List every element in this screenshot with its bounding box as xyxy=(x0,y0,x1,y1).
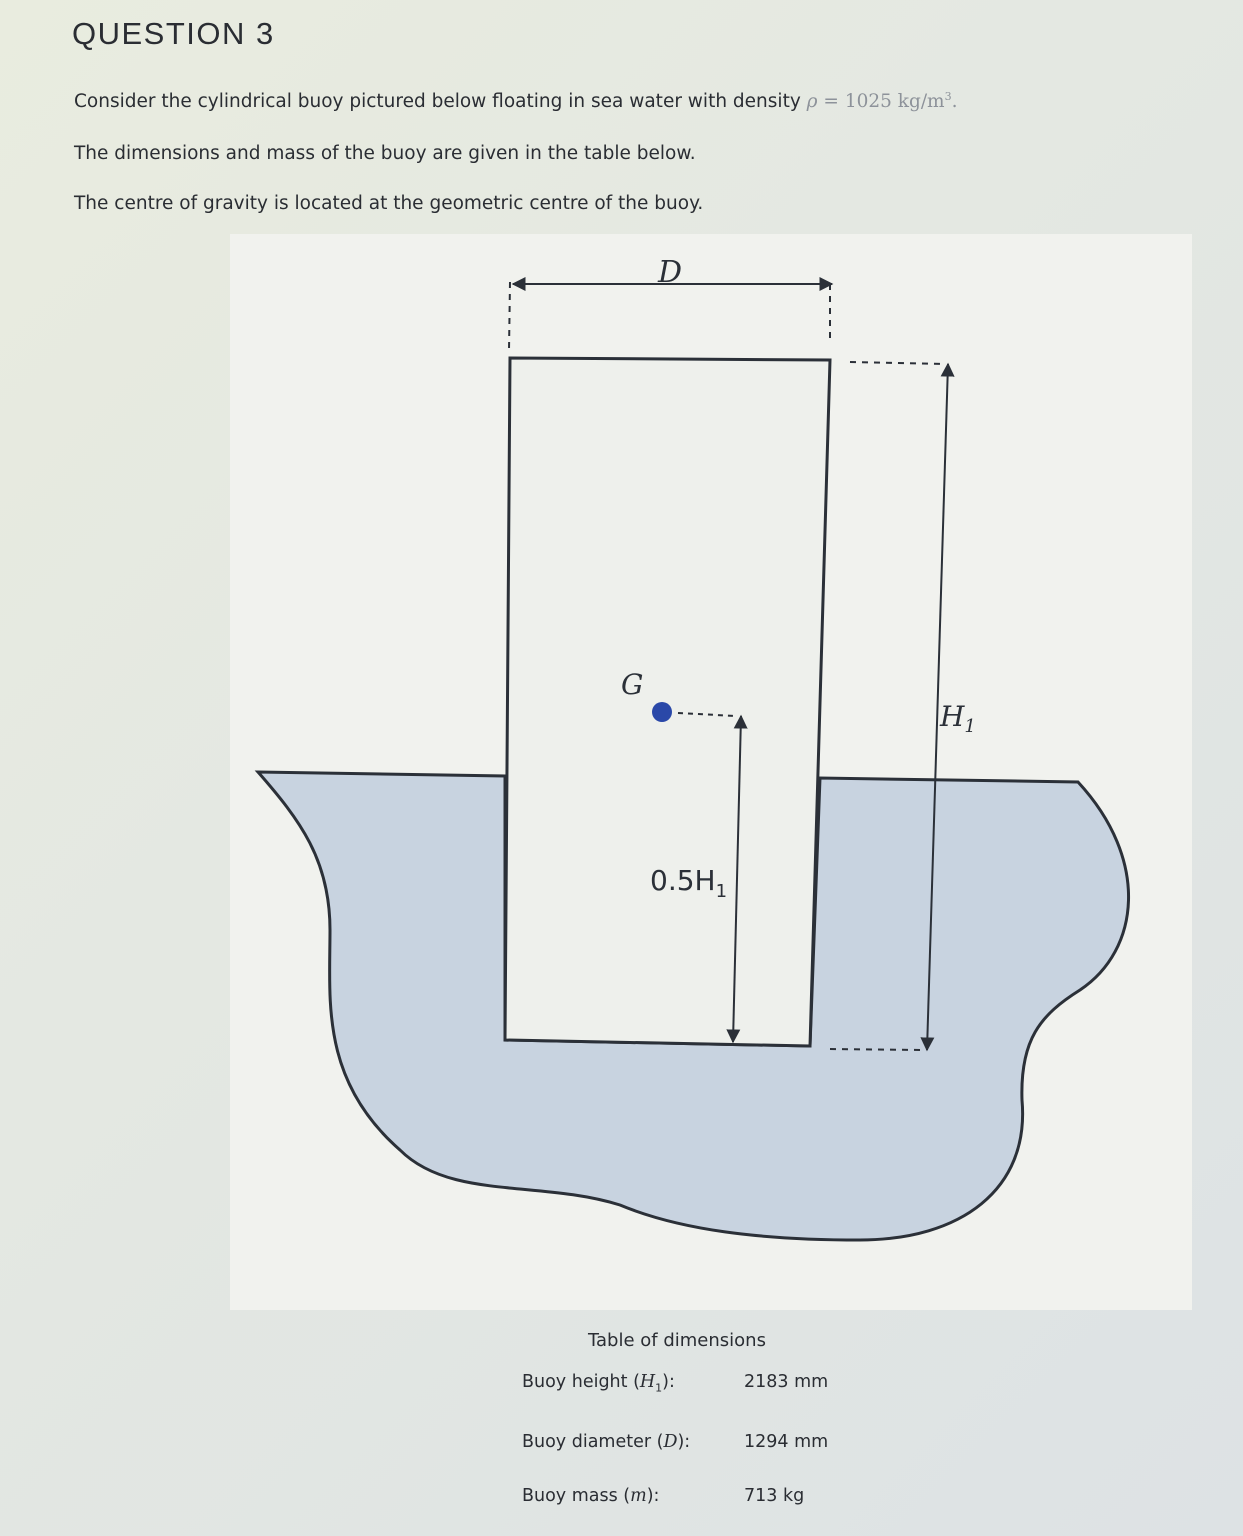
height-label xyxy=(939,700,976,737)
dimensions-note: The dimensions and mass of the buoy are given in the table below. xyxy=(74,143,696,164)
density-number-unit: 1025 kg/m xyxy=(844,91,945,113)
buoy-diameter-label: Buoy diameter (D): xyxy=(522,1432,691,1452)
height-label-main: H xyxy=(940,700,965,733)
height-extension-top xyxy=(850,362,946,364)
height-label-sub: 1 xyxy=(964,716,976,737)
half-height-label-main: 0.5H xyxy=(650,864,716,897)
half-height-label xyxy=(650,864,727,902)
table-row-height xyxy=(522,1372,862,1402)
table-row-mass xyxy=(522,1486,862,1516)
centre-of-gravity-dot xyxy=(652,702,672,722)
buoy-mass-value: 713 kg xyxy=(744,1486,805,1506)
centre-of-gravity-note: The centre of gravity is located at the geometric centre of the buoy. xyxy=(74,193,704,214)
diameter-extension-left xyxy=(509,282,510,350)
table-caption: Table of dimensions xyxy=(588,1330,766,1351)
intro-text: Consider the cylindrical buoy pictured below floating in sea water with density xyxy=(74,91,807,113)
half-height-label-sub: 1 xyxy=(715,881,728,902)
density-symbol: ρ xyxy=(806,91,818,113)
diameter-label: D xyxy=(658,255,683,290)
table-row-diameter xyxy=(522,1432,862,1462)
buoy-diameter-value: 1294 mm xyxy=(744,1432,829,1452)
density-exponent: 3 xyxy=(944,90,952,103)
centre-of-gravity-label: G xyxy=(621,668,644,701)
buoy-height-value: 2183 mm xyxy=(744,1372,829,1392)
density-equals: = xyxy=(817,91,845,113)
buoy-body xyxy=(505,358,830,1046)
buoy-mass-label: Buoy mass (m): xyxy=(522,1486,660,1506)
density-period: . xyxy=(951,91,958,113)
question-title: QUESTION 3 xyxy=(72,16,275,51)
buoy-height-label: Buoy height $(H_1)$: xyxy=(522,1372,675,1395)
